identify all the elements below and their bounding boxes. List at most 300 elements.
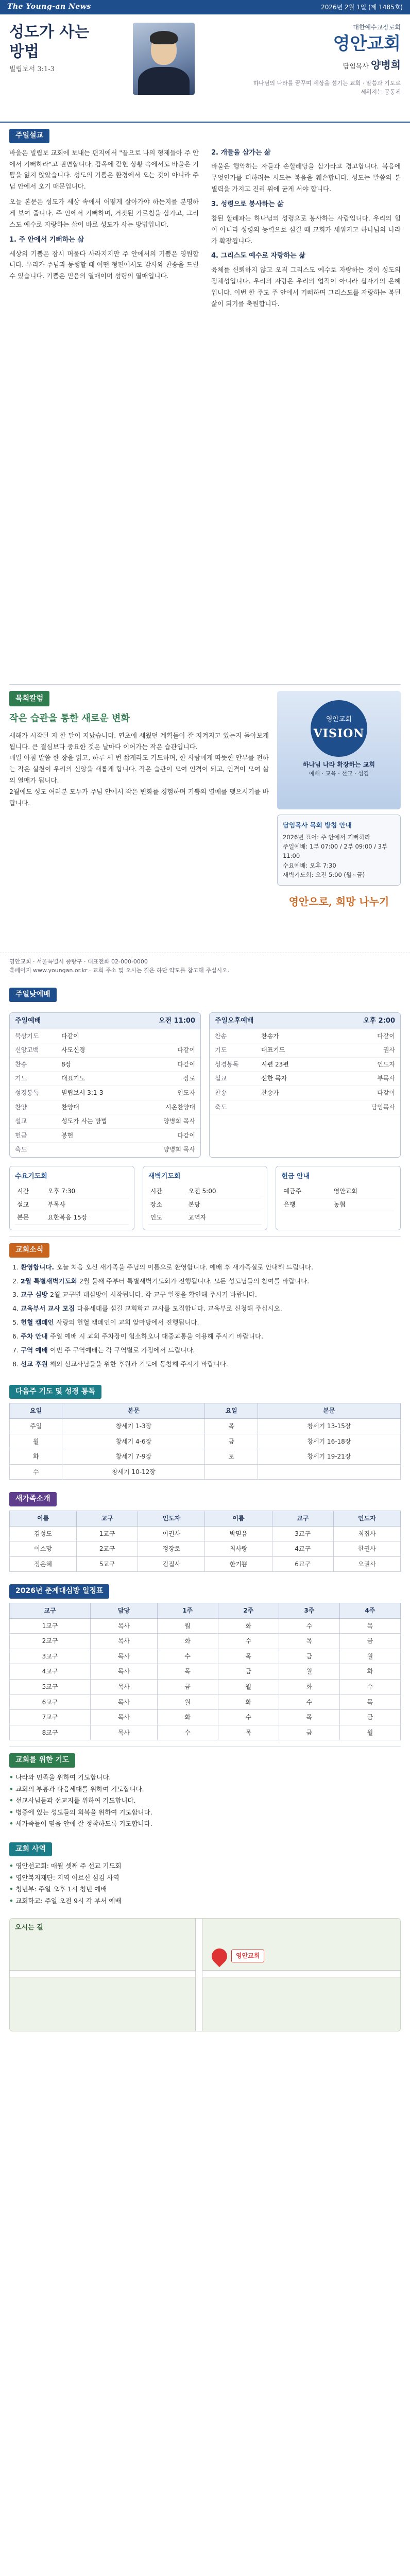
news-body: 오늘 처음 오신 새가족을 주님의 이름으로 환영합니다. 예배 후 새가족실로 안내해 드립니다. — [56, 1263, 313, 1271]
table-row — [10, 1634, 401, 1649]
news-section — [0, 1237, 410, 1379]
order-item: 기도 — [210, 1043, 256, 1058]
prayer-item: • 선교사님들과 선교지를 위하여 기도합니다. — [9, 1795, 401, 1807]
table-cell: 2교구 — [10, 1634, 91, 1649]
news-item — [21, 1289, 401, 1300]
table-cell: 6교구 — [272, 1556, 333, 1572]
order-item: 성경봉독 — [210, 1057, 256, 1072]
table-row — [10, 1526, 401, 1541]
table-cell: 정장로 — [138, 1541, 205, 1557]
order-row — [10, 1072, 200, 1086]
church-motto: 하나님의 나라를 꿈꾸며 세상을 섬기는 교회 · 말씀과 기도로 세워지는 공동체 — [253, 80, 401, 95]
sermon-point-body: 세상의 기쁨은 잠시 머물다 사라지지만 주 안에서의 기쁨은 영원합니다. 우리가 주님과 동행할 때 어떤 형편에서도 감사와 찬송을 드릴 수 있습니다. 기쁨은 믿음의 열매이며 성령의 열매입니다. — [9, 249, 199, 280]
table-cell: 화 — [339, 1664, 400, 1680]
order-person: 시온찬양대 — [154, 1100, 200, 1114]
table-cell: 3교구 — [10, 1649, 91, 1664]
order-row — [10, 1029, 200, 1043]
table-header-row — [10, 1403, 401, 1419]
bulletin-header — [0, 14, 410, 123]
table-cell: 1교구 — [10, 1618, 91, 1634]
news-list — [9, 1262, 401, 1370]
visit-plan-section — [0, 1578, 410, 1747]
sermon-label: 주일설교 — [9, 129, 49, 143]
pastoral-column — [9, 691, 269, 946]
ministry-label: 교회 사역 — [9, 1842, 52, 1857]
sermon-title-line1: 성도가 사는 — [9, 23, 90, 41]
table-row — [10, 1710, 401, 1725]
prayer-item: • 새가족들이 믿음 안에 잘 정착하도록 기도합니다. — [9, 1818, 401, 1830]
map-pin-icon — [209, 1945, 230, 1967]
ministry-item: • 교회학교: 주일 오전 9시 각 부서 예배 — [9, 1895, 401, 1907]
table-cell: 창세기 7-9장 — [62, 1449, 205, 1465]
info-row — [281, 1198, 395, 1211]
order-afternoon-table — [210, 1029, 400, 1115]
order-content: 빌립보서 3:1-3 — [56, 1086, 154, 1100]
news-item — [21, 1345, 401, 1356]
ministry-list — [9, 1860, 401, 1907]
table-cell: 금 — [218, 1664, 279, 1680]
order-row — [210, 1072, 400, 1086]
table-row — [10, 1464, 401, 1480]
order-content: 대표기도 — [256, 1043, 354, 1058]
order-person: 다같이 — [154, 1057, 200, 1072]
church-heading — [246, 23, 401, 116]
table-cell: 목 — [218, 1649, 279, 1664]
table-cell: 목 — [205, 1418, 258, 1434]
table-cell: 8교구 — [10, 1725, 91, 1740]
table-cell: 금 — [339, 1634, 400, 1649]
top-banner — [0, 0, 410, 14]
order-row — [210, 1086, 400, 1100]
vision-emblem: 영안교회 VISION — [311, 700, 367, 757]
table-row — [10, 1434, 401, 1449]
order-content: 찬송가 — [256, 1086, 354, 1100]
column-paragraph: 새해가 시작된 지 한 달이 지났습니다. 연초에 세웠던 계획들이 잘 지켜지고 있는지 돌아보게 됩니다. 큰 결심보다 중요한 것은 날마다 이어가는 작은 습관입니다. — [9, 731, 269, 751]
info-row — [148, 1185, 262, 1198]
church-name: 영안교회 — [333, 33, 401, 54]
table-cell: 목사 — [91, 1694, 158, 1710]
info-row — [281, 1185, 395, 1198]
table-header: 3주 — [279, 1603, 339, 1619]
table-header: 본문 — [62, 1403, 205, 1419]
news-head: 헌혈 캠페인 — [21, 1318, 57, 1327]
info-row — [148, 1211, 262, 1225]
table-cell: 금 — [157, 1680, 218, 1695]
info-value: 본당 — [186, 1198, 262, 1211]
sermon-point-body: 바울은 행악하는 자들과 손할례당을 삼가라고 경고합니다. 복음에 무엇인가를 더하려는 시도는 복음을 훼손합니다. 성도는 말씀의 분별력을 가지고 진리 위에 굳게 서야 합니다. — [211, 162, 401, 193]
table-cell: 화 — [157, 1710, 218, 1725]
news-body: 해외 선교사님들을 위한 후원과 기도에 동참해 주시기 바랍니다. — [50, 1360, 228, 1368]
table-row — [10, 1680, 401, 1695]
table-cell: 월 — [157, 1618, 218, 1634]
order-content: 선한 목자 — [256, 1072, 354, 1086]
order-content: 시편 23편 — [256, 1057, 354, 1072]
table-header: 2주 — [218, 1603, 279, 1619]
order-item: 찬양 — [10, 1100, 56, 1114]
order-row — [10, 1114, 200, 1129]
table-header: 본문 — [258, 1403, 400, 1419]
news-item — [21, 1276, 401, 1287]
info-value: 요한복음 15장 — [45, 1211, 128, 1225]
vision-subcaption: 예배 · 교육 · 선교 · 섬김 — [309, 770, 369, 777]
sermon-body — [9, 147, 401, 678]
sermon-paragraph: 오늘 본문은 성도가 세상 속에서 어떻게 살아가야 하는지를 분명하게 보여 줍니다. 주 안에서 기뻐하며, 거짓된 가르침을 삼가고, 그리스도 예수로 자랑하는 삶이 바로 성도가 사는 방법입니다. — [9, 198, 199, 228]
order-person: 다같이 — [354, 1086, 400, 1100]
table-cell: 4교구 — [272, 1541, 333, 1557]
info-row — [15, 1211, 129, 1225]
table-cell: 금 — [279, 1649, 339, 1664]
order-item: 찬송 — [210, 1029, 256, 1043]
news-body: 사랑의 헌혈 캠페인이 교회 앞마당에서 진행됩니다. — [56, 1318, 199, 1327]
order-content: 찬양대 — [56, 1100, 154, 1114]
schedule-label: 다음주 기도 및 성경 통독 — [9, 1385, 101, 1399]
table-row — [10, 1664, 401, 1680]
table-row — [10, 1541, 401, 1557]
prayer-list — [9, 1772, 401, 1830]
table-cell: 목사 — [91, 1664, 158, 1680]
info-key: 시간 — [148, 1185, 186, 1198]
table-cell: 목사 — [91, 1634, 158, 1649]
sermon-point-body: 육체를 신뢰하지 않고 오직 그리스도 예수로 자랑하는 것이 성도의 정체성입니다. 우리의 자랑은 우리의 업적이 아니라 십자가의 은혜입니다. 이번 한 주도 주 안에서 기뻐하며 그리스도를 자랑하는 복된 삶이 되기를 축원합니다. — [211, 266, 401, 308]
column-paragraph: 매일 아침 말씀 한 장을 읽고, 하루 세 번 짧게라도 기도하며, 한 사람에게 따뜻한 안부를 전하는 작은 실천이 우리의 신앙을 새롭게 합니다. 작은 습관이 모여 인격이 되고, 인격이 모여 삶의 열매가 됩니다. — [9, 754, 269, 785]
table-cell: 수 — [218, 1634, 279, 1649]
members-section — [0, 1486, 410, 1578]
order-person: 인도자 — [354, 1057, 400, 1072]
info-value: 부목사 — [45, 1198, 128, 1211]
info-value: 오전 5:00 — [186, 1185, 262, 1198]
info-line: 주일예배: 1부 07:00 / 2부 09:00 / 3부 11:00 — [283, 843, 388, 860]
news-body: 2월 둘째 주부터 특별새벽기도회가 진행됩니다. 모든 성도님들의 참여를 바랍니다. — [79, 1277, 310, 1285]
info-row — [15, 1185, 129, 1198]
prayer-item: • 나라와 민족을 위하여 기도합니다. — [9, 1772, 401, 1784]
order-item: 묵상기도 — [10, 1029, 56, 1043]
order-row — [210, 1057, 400, 1072]
info-row — [15, 1198, 129, 1211]
table-cell: 목 — [279, 1634, 339, 1649]
table-cell: 수 — [157, 1649, 218, 1664]
table-cell: 정은혜 — [10, 1556, 77, 1572]
denomination: 대한예수교장로회 — [353, 24, 401, 31]
table-cell: 금 — [339, 1710, 400, 1725]
info-value: 영안교회 — [332, 1185, 396, 1198]
table-header: 4주 — [339, 1603, 400, 1619]
column-title: 작은 습관을 통한 새로운 변화 — [9, 713, 130, 724]
order-person: 다같이 — [154, 1128, 200, 1143]
order-content: 대표기도 — [56, 1072, 154, 1086]
info-key: 예금주 — [281, 1185, 331, 1198]
church-slogan: 영안으로, 희망 나누기 — [288, 895, 389, 908]
order-item: 찬송 — [210, 1086, 256, 1100]
table-cell: 1교구 — [77, 1526, 138, 1541]
info-key: 시간 — [15, 1185, 45, 1198]
table-cell: 최사랑 — [205, 1541, 272, 1557]
sermon-paragraph: 바울은 빌립보 교회에 보내는 편지에서 "끝으로 나의 형제들아 주 안에서 기뻐하라"고 권면합니다. 감옥에 갇힌 상황 속에서도 바울은 기쁨을 잃지 않았습니다. 성도의 기쁨은 환경에서 오는 것이 아니라 주님 안에서 오기 때문입니다. — [9, 148, 199, 191]
table-cell: 금 — [205, 1434, 258, 1449]
table-cell: 수 — [218, 1710, 279, 1725]
issue-date: 2026년 2월 1일 (제 1485호) — [321, 3, 403, 11]
table-header: 인도자 — [138, 1511, 205, 1527]
info-line: 새벽기도회: 오전 5:00 (월~금) — [283, 871, 365, 879]
table-cell: 수 — [157, 1725, 218, 1740]
table-cell: 창세기 13-15장 — [258, 1418, 400, 1434]
order-main-table — [10, 1029, 200, 1157]
order-row — [10, 1143, 200, 1157]
table-cell: 월 — [157, 1694, 218, 1710]
news-item — [21, 1303, 401, 1314]
ministry-info-box — [277, 815, 401, 886]
table-cell: 창세기 10-12장 — [62, 1464, 205, 1480]
info-row — [148, 1198, 262, 1211]
table-cell: 수 — [339, 1680, 400, 1695]
order-content: 8장 — [56, 1057, 154, 1072]
table-cell: 화 — [218, 1694, 279, 1710]
sermon-reference: 빌립보서 3:1-3 — [9, 65, 55, 73]
prayer-item: • 교회의 부흥과 다음세대를 위하여 기도합니다. — [9, 1784, 401, 1795]
table-row — [10, 1449, 401, 1465]
table-cell: 7교구 — [10, 1710, 91, 1725]
table-cell: 박믿음 — [205, 1526, 272, 1541]
table-cell: 2교구 — [77, 1541, 138, 1557]
info-key: 본문 — [15, 1211, 45, 1225]
sermon-section — [0, 123, 410, 684]
table-cell: 목 — [218, 1725, 279, 1740]
table-cell: 김성도 — [10, 1526, 77, 1541]
table-cell: 토 — [205, 1449, 258, 1465]
order-item: 신앙고백 — [10, 1043, 56, 1058]
prayer-label: 교회를 위한 기도 — [9, 1753, 75, 1768]
order-item: 기도 — [10, 1072, 56, 1086]
table-cell: 월 — [10, 1434, 62, 1449]
table-cell: 목 — [339, 1694, 400, 1710]
news-item — [21, 1317, 401, 1328]
visit-plan-table — [9, 1603, 401, 1740]
news-head: 선교 후원 — [21, 1360, 50, 1368]
order-content — [56, 1143, 154, 1157]
table-row — [10, 1694, 401, 1710]
table-cell: 월 — [279, 1664, 339, 1680]
table-cell: 월 — [218, 1680, 279, 1695]
members-label: 새가족소개 — [9, 1492, 57, 1506]
order-content — [256, 1100, 354, 1114]
table-header: 인도자 — [333, 1511, 400, 1527]
table-cell: 월 — [339, 1649, 400, 1664]
bulletin-logo: The Young-an News — [7, 3, 91, 11]
sermon-point-heading: 2. 개들을 삼가는 삶 — [211, 148, 271, 157]
table-cell: 수 — [10, 1464, 62, 1480]
vision-banner — [277, 691, 401, 809]
info-key: 장소 — [148, 1198, 186, 1211]
table-cell: 화 — [10, 1449, 62, 1465]
order-person: 양병희 목사 — [154, 1143, 200, 1157]
table-cell: 한권사 — [333, 1541, 400, 1557]
ministry-item: • 영안선교회: 매월 셋째 주 선교 기도회 — [9, 1860, 401, 1872]
pastor-name: 양병희 — [371, 59, 401, 72]
order-person — [154, 1029, 200, 1043]
schedule-table — [9, 1403, 401, 1480]
order-content: 성도가 사는 방법 — [56, 1114, 154, 1129]
news-head: 구역 예배 — [21, 1346, 50, 1354]
table-cell: 창세기 4-6장 — [62, 1434, 205, 1449]
news-body: 이번 주 구역예배는 각 구역별로 가정에서 드립니다. — [50, 1346, 195, 1354]
table-cell: 목사 — [91, 1710, 158, 1725]
order-person: 다같이 — [154, 1043, 200, 1058]
ministry-item: • 영안복지재단: 지역 어르신 섬김 사역 — [9, 1872, 401, 1884]
news-head: 주차 안내 — [21, 1332, 50, 1341]
table-row — [10, 1418, 401, 1434]
table-cell: 화 — [218, 1618, 279, 1634]
table-cell — [205, 1464, 258, 1480]
order-content: 봉헌 — [56, 1128, 154, 1143]
news-item — [21, 1359, 401, 1370]
dawn-box: 새벽기도회 시간 오전 5:00 장소 본당 인도 교역자 — [143, 1166, 268, 1230]
order-row — [210, 1029, 400, 1043]
table-cell: 화 — [279, 1680, 339, 1695]
order-person: 장로 — [154, 1072, 200, 1086]
map-pin-label: 영안교회 — [231, 1950, 264, 1962]
worship-section — [0, 981, 410, 1006]
table-header: 교구 — [10, 1603, 91, 1619]
order-item: 설교 — [210, 1072, 256, 1086]
news-item — [21, 1331, 401, 1342]
map-title: 오시는 길 — [15, 1924, 43, 1932]
sermon-title — [9, 23, 128, 116]
contact-info: 영안교회 · 서울특별시 중랑구 · 대표전화 02-000-0000 홈페이지 www.youngan.or.kr · 교회 주소 및 오시는 길은 하단 약도를 참고해 주십시오. — [0, 953, 410, 981]
table-cell: 창세기 19-21장 — [258, 1449, 400, 1465]
order-row — [210, 1100, 400, 1114]
sermon-point-heading: 1. 주 안에서 기뻐하는 삶 — [9, 235, 84, 244]
order-row — [210, 1043, 400, 1058]
worship-orders — [0, 1006, 410, 1164]
column-paragraph: 2월에도 성도 여러분 모두가 주님 안에서 작은 변화를 경험하며 기쁨의 열매를 맺으시기를 바랍니다. — [9, 788, 269, 807]
table-cell: 목 — [157, 1664, 218, 1680]
table-header-row — [10, 1511, 401, 1527]
table-header-row — [10, 1603, 401, 1619]
table-cell: 목 — [339, 1618, 400, 1634]
service-boxes — [0, 1164, 410, 1236]
table-cell: 5교구 — [10, 1680, 91, 1695]
table-cell: 김집사 — [138, 1556, 205, 1572]
table-row — [10, 1618, 401, 1634]
table-cell: 이권사 — [138, 1526, 205, 1541]
order-person: 다같이 — [354, 1029, 400, 1043]
order-person: 양병희 목사 — [154, 1114, 200, 1129]
ministry-item: • 청년부: 주일 오후 1시 청년 예배 — [9, 1884, 401, 1895]
table-header: 요일 — [10, 1403, 62, 1419]
table-cell: 목사 — [91, 1680, 158, 1695]
order-row — [10, 1086, 200, 1100]
sidebar — [277, 691, 401, 946]
info-value: 오후 7:30 — [45, 1185, 128, 1198]
table-row — [10, 1556, 401, 1572]
schedule-section — [0, 1379, 410, 1486]
table-cell: 목 — [279, 1710, 339, 1725]
wednesday-box: 수요기도회 시간 오후 7:30 설교 부목사 본문 요한복음 15장 — [9, 1166, 134, 1230]
sermon-point-heading: 4. 그리스도 예수로 자랑하는 삶 — [211, 252, 305, 260]
table-cell: 창세기 1-3장 — [62, 1418, 205, 1434]
table-cell: 오권사 — [333, 1556, 400, 1572]
order-item: 성경봉독 — [10, 1086, 56, 1100]
table-cell: 5교구 — [77, 1556, 138, 1572]
table-cell: 6교구 — [10, 1694, 91, 1710]
table-cell: 금 — [279, 1725, 339, 1740]
worship-label: 주일낮예배 — [9, 988, 57, 1002]
info-key: 인도 — [148, 1211, 186, 1225]
table-header: 이름 — [10, 1511, 77, 1527]
sermon-point-heading: 3. 성령으로 봉사하는 삶 — [211, 200, 284, 209]
table-cell — [258, 1464, 400, 1480]
order-content: 다같이 — [56, 1029, 154, 1043]
info-value: 교역자 — [186, 1211, 262, 1225]
order-row — [10, 1057, 200, 1072]
table-cell: 3교구 — [272, 1526, 333, 1541]
order-item: 설교 — [10, 1114, 56, 1129]
news-head: 교구 심방 — [21, 1291, 50, 1299]
table-cell: 창세기 16-18장 — [258, 1434, 400, 1449]
offering-box: 헌금 안내 예금주 영안교회 은행 농협 — [276, 1166, 401, 1230]
vision-caption: 하나님 나라 확장하는 교회 — [302, 760, 375, 768]
order-row — [10, 1043, 200, 1058]
news-body: 주일 예배 시 교회 주차장이 협소하오니 대중교통을 이용해 주시기 바랍니다. — [50, 1332, 264, 1341]
order-item: 찬송 — [10, 1057, 56, 1072]
table-cell: 화 — [157, 1634, 218, 1649]
order-person: 권사 — [354, 1043, 400, 1058]
news-label: 교회소식 — [9, 1243, 49, 1258]
visit-plan-label: 2026년 춘계대심방 일정표 — [9, 1584, 109, 1599]
table-header: 요일 — [205, 1403, 258, 1419]
info-title: 담임목사 목회 방침 안내 — [283, 821, 352, 829]
news-body: 2월 교구별 대심방이 시작됩니다. 각 교구 일정을 확인해 주시기 바랍니다. — [50, 1291, 257, 1299]
table-header: 1주 — [157, 1603, 218, 1619]
order-person: 인도자 — [154, 1086, 200, 1100]
order-content: 사도신경 — [56, 1043, 154, 1058]
info-key: 은행 — [281, 1198, 331, 1211]
news-item — [21, 1262, 401, 1273]
order-row — [10, 1100, 200, 1114]
table-cell: 목사 — [91, 1649, 158, 1664]
table-cell: 수 — [279, 1618, 339, 1634]
table-cell: 수 — [279, 1694, 339, 1710]
info-key: 설교 — [15, 1198, 45, 1211]
column-section — [0, 685, 410, 953]
order-main: 주일예배 오전 11:00 묵상기도 다같이 신앙고백 사도신경 다같이 찬송 8장 다같이 기도 대표기도 장로 성경봉독 빌립보서 3:1-3 인도자 찬양 찬양대 시온찬양대 설교 성도가 사는 방법 양병희 목사 헌금 봉헌 다같이 축도 양병희 목사 — [9, 1012, 201, 1158]
news-body: 다음세대를 섬길 교회학교 교사를 모집합니다. 교육부로 신청해 주십시오. — [77, 1304, 282, 1313]
info-line: 2026년 표어: 주 안에서 기뻐하라 — [283, 833, 370, 841]
senior-pastor: 담임목사 양병희 — [343, 59, 401, 72]
table-cell: 이소망 — [10, 1541, 77, 1557]
ministry-section — [0, 1836, 410, 1913]
table-header: 교구 — [77, 1511, 138, 1527]
table-cell: 주일 — [10, 1418, 62, 1434]
info-line: 수요예배: 오후 7:30 — [283, 861, 336, 869]
order-person: 담임목사 — [354, 1100, 400, 1114]
news-head: 2월 특별새벽기도회 — [21, 1277, 80, 1285]
news-head: 교육부서 교사 모집 — [21, 1304, 77, 1313]
order-item: 축도 — [210, 1100, 256, 1114]
prayer-section — [0, 1747, 410, 1836]
location-map — [9, 1918, 401, 2031]
table-cell: 한기쁨 — [205, 1556, 272, 1572]
table-cell: 최집사 — [333, 1526, 400, 1541]
table-header: 교구 — [272, 1511, 333, 1527]
members-table — [9, 1511, 401, 1572]
sermon-heading — [9, 23, 246, 116]
order-item: 축도 — [10, 1143, 56, 1157]
table-header: 이름 — [205, 1511, 272, 1527]
table-header: 담당 — [91, 1603, 158, 1619]
table-row — [10, 1649, 401, 1664]
table-row — [10, 1725, 401, 1740]
order-afternoon: 주일오후예배 오후 2:00 찬송 찬송가 다같이 기도 대표기도 권사 성경봉독 시편 23편 인도자 설교 선한 목자 부목사 찬송 찬송가 다같이 축도 담임목사 — [209, 1012, 401, 1158]
